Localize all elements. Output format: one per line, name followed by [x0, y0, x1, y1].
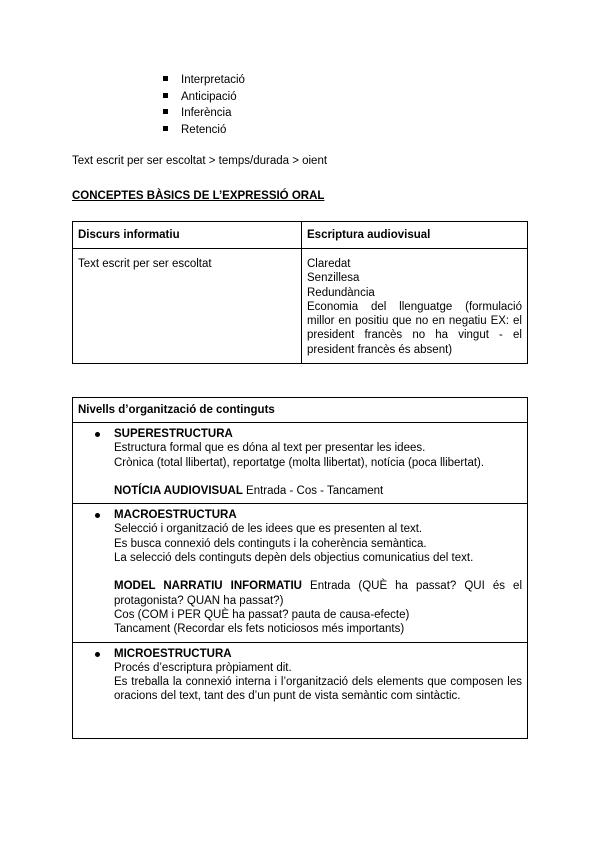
- feature-line: Redundància: [307, 286, 375, 299]
- table-header-row: [73, 222, 528, 249]
- cell-escriptura: [302, 249, 528, 364]
- list-item: Anticipació: [163, 89, 245, 106]
- round-bullet-icon: [95, 513, 100, 518]
- list-item: Retenció: [163, 122, 245, 139]
- list-item: Interpretació: [163, 72, 245, 89]
- level-line: Estructura formal que es dóna al text per presentar les idees.: [114, 442, 426, 455]
- model-text: Entrada (QUÈ ha passat? QUI és el protagonista? QUAN ha passat?): [114, 580, 523, 607]
- square-bullet-icon: [163, 109, 168, 114]
- model-label: NOTÍCIA AUDIOVISUAL: [114, 484, 243, 497]
- square-bullet-icon: [163, 126, 168, 131]
- round-bullet-icon: [95, 432, 100, 437]
- level-line: La selecció dels continguts depèn dels objectius comunicatius del text.: [114, 552, 474, 565]
- level-title: MACROESTRUCTURA: [114, 509, 237, 522]
- concept-bullet-list: [163, 72, 245, 138]
- table-row: [73, 642, 528, 738]
- column-header-discurs: Discurs informatiu: [73, 222, 302, 249]
- table-row: [73, 504, 528, 642]
- model-text: Entrada - Cos - Tancament: [242, 484, 384, 497]
- square-bullet-icon: [163, 93, 168, 98]
- levels-table: [72, 397, 528, 739]
- table-row: [73, 423, 528, 504]
- feature-line: Senzillesa: [307, 272, 360, 285]
- model-label: MODEL NARRATIU INFORMATIU: [114, 580, 302, 593]
- level-paragraph: Es treballa la connexió interna i l’organització dels elements que composen les oracions del text, tant des d’un punt de vista semàntic com sintàctic.: [114, 676, 522, 703]
- cell-discurs: Text escrit per ser escoltat: [73, 249, 302, 364]
- table-header-row: [73, 398, 528, 423]
- discourse-table: [72, 221, 528, 364]
- section-heading: CONCEPTES BÀSICS DE L’EXPRESSIÓ ORAL: [72, 190, 325, 202]
- round-bullet-icon: [95, 652, 100, 657]
- level-title: MICROESTRUCTURA: [114, 647, 232, 660]
- square-bullet-icon: [163, 76, 168, 81]
- level-line: Crònica (total llibertat), reportatge (molta llibertat), notícia (poca llibertat).: [114, 456, 485, 469]
- level-line: Es busca connexió dels continguts i la coherència semàntica.: [114, 537, 427, 550]
- macroestructura-cell: [73, 504, 528, 642]
- superestructura-cell: [73, 423, 528, 504]
- levels-header: Nivells d’organització de continguts: [73, 398, 528, 423]
- level-line: Cos (COM i PER QUÈ ha passat? pauta de causa-efecte): [114, 608, 410, 621]
- flow-text: Text escrit per ser escoltat > temps/durada > oient: [72, 155, 328, 167]
- level-title: SUPERESTRUCTURA: [114, 428, 233, 440]
- table-row: [73, 249, 528, 364]
- feature-paragraph: Economia del llenguatge (formulació millor en positiu que no en negatiu EX: el president francès no ha vingut - el president francès és absent): [307, 300, 522, 356]
- level-line: Tancament (Recordar els fets noticiosos més importants): [114, 623, 405, 636]
- level-line: Selecció i organització de les idees que es presenten al text.: [114, 523, 423, 536]
- feature-line: Claredat: [307, 258, 351, 270]
- list-item: Inferència: [163, 105, 245, 122]
- level-line: Procés d’escriptura pròpiament dit.: [114, 661, 292, 674]
- column-header-escriptura: Escriptura audiovisual: [302, 222, 528, 249]
- microestructura-cell: [73, 642, 528, 738]
